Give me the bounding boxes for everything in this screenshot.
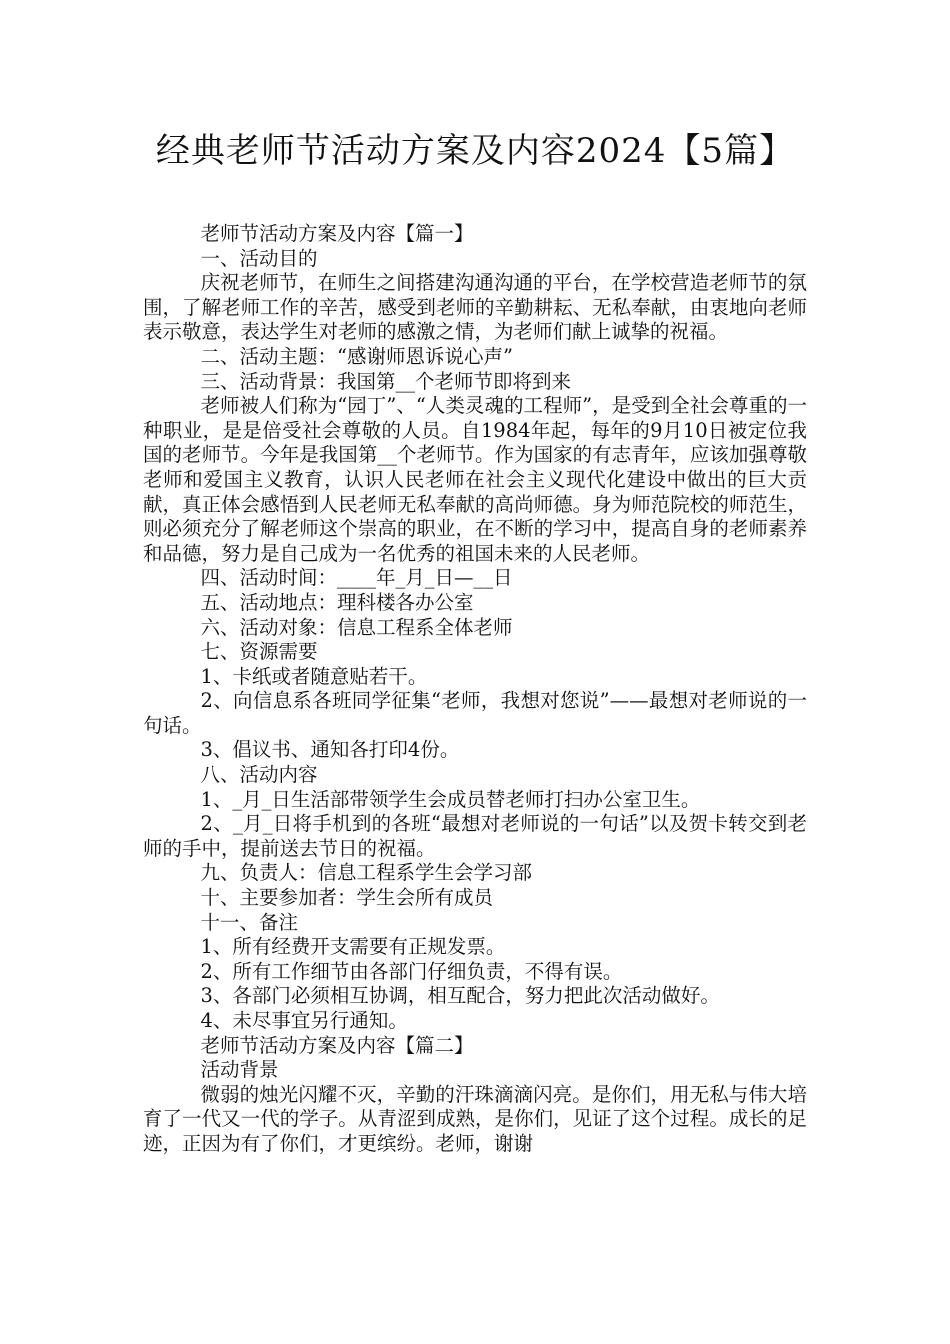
section-heading-part-one: 老师节活动方案及内容【篇一】 xyxy=(200,222,474,245)
heading-background-part-two: 活动背景 xyxy=(200,1058,279,1082)
heading-activity-content: 八、活动内容 xyxy=(200,763,318,787)
list-item-resource-2: 2、向信息系各班同学征集“老师，我想对您说”——最想对老师说的一句话。 xyxy=(143,689,807,737)
line-activity-audience: 六、活动对象：信息工程系全体老师 xyxy=(200,615,513,639)
document-body xyxy=(143,222,807,1157)
list-item-note-2: 2、所有工作细节由各部门仔细负责，不得有误。 xyxy=(200,959,623,983)
line-activity-time: 四、活动时间：____年_月_日—__日 xyxy=(200,566,513,590)
section-heading-part-two: 老师节活动方案及内容【篇二】 xyxy=(200,1033,474,1057)
paragraph-purpose: 庆祝老师节，在师生之间搭建沟通沟通的平台，在学校营造老师节的氛围，了解老师工作的辛苦，感受到老师的辛勤耕耘、无私奉献，由衷地向老师表示敬意，表达学生对老师的感激之情，为老师们献上诚挚的祝福。 xyxy=(143,271,807,344)
paragraph-background: 老师被人们称为“园丁”、“人类灵魂的工程师”，是受到全社会尊重的一种职业，是是倍受社会尊敬的人员。自1984年起，每年的9月10日被定位我国的老师节。今年是我国第__个老师节。作为国家的有志青年，应该加强尊敬老师和爱国主义教育，认识人民老师在社会主义现代化建设中做出的巨大贡献，真正体会感悟到人民老师无私奉献的高尚师德。身为师范院校的师范生，则必须充分了解老师这个崇高的职业，在不断的学习中，提高自身的老师素养和品德，努力是自己成为一名优秀的祖国未来的人民老师。 xyxy=(143,394,807,565)
line-main-participants: 十、主要参加者：学生会所有成员 xyxy=(200,886,494,910)
list-item-note-3: 3、各部门必须相互协调，相互配合，努力把此次活动做好。 xyxy=(200,984,720,1008)
list-item-resource-1: 1、卡纸或者随意贴若干。 xyxy=(200,664,428,688)
heading-activity-background: 三、活动背景：我国第__个老师节即将到来 xyxy=(200,369,572,393)
paragraph-background-part-two: 微弱的烛光闪耀不灭，辛勤的汗珠滴滴闪亮。是你们，用无私与伟大培育了一代又一代的学子。从青涩到成熟，是你们，见证了这个过程。成长的足迹，正因为有了你们，才更缤纷。老师，谢谢 xyxy=(143,1082,807,1155)
line-person-in-charge: 九、负责人：信息工程系学生会学习部 xyxy=(200,861,533,885)
list-item-note-1: 1、所有经费开支需要有正规发票。 xyxy=(200,935,506,959)
heading-activity-theme: 二、活动主题：“感谢师恩诉说心声” xyxy=(200,344,513,368)
heading-activity-purpose: 一、活动目的 xyxy=(200,246,318,270)
list-item-note-4: 4、未尽事宜另行通知。 xyxy=(200,1009,408,1032)
heading-notes: 十一、备注 xyxy=(200,910,299,934)
document-title: 经典老师节活动方案及内容2024【5篇】 xyxy=(155,131,795,171)
heading-resources: 七、资源需要 xyxy=(200,640,318,664)
list-item-resource-3: 3、倡议书、通知各打印4份。 xyxy=(200,738,460,762)
list-item-content-2: 2、_月_日将手机到的各班“最想对老师说的一句话”以及贺卡转交到老师的手中，提前送去节日的祝福。 xyxy=(143,812,807,860)
list-item-content-1: 1、_月_日生活部带领学生会成员替老师打扫办公室卫生。 xyxy=(200,787,701,811)
line-activity-location: 五、活动地点：理科楼各办公室 xyxy=(200,590,474,614)
